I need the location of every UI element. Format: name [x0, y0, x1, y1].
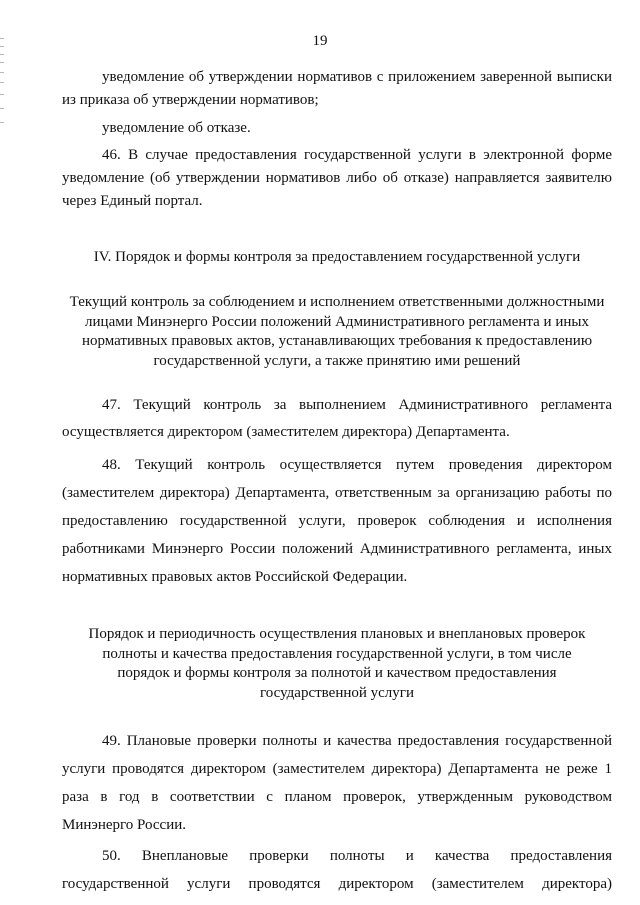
subheading-line: государственной услуги: [260, 684, 414, 701]
subheading-line: полноты и качества предоставления государственной услуги, в том числе: [102, 645, 572, 662]
paragraph-48: 48. Текущий контроль осуществляется путем проведения директором (заместителем директора) Департамента, ответственным за организацию работы по предоставлению государственной услуги, проверок соблюдения и исполнения работниками Минэнерго России положений Административного регламента, иных нормативных правовых актов Российской Федерации.: [62, 457, 612, 585]
subheading-line: нормативных правовых актов, устанавливающих требования к предоставлению: [81, 333, 593, 349]
scan-margin-marks: [0, 38, 6, 128]
page-number: 19: [312, 33, 328, 49]
paragraph-50: 50. Внеплановые проверки полноты и качества предоставления государственной услуги проводятся директором (заместителем директора): [62, 848, 612, 892]
paragraph-47: 47. Текущий контроль за выполнением Административного регламента осуществляется директором (заместителем директора) Департамента.: [62, 397, 612, 440]
section-heading-iv: IV. Порядок и формы контроля за предоставлением государственной услуги: [93, 249, 581, 265]
paragraph-notification-refusal: уведомление об отказе.: [102, 120, 251, 136]
paragraph-49: 49. Плановые проверки полноты и качества предоставления государственной услуги проводятся директором (заместителем директора) Департамента не реже 1 раза в год в соответствии с планом проверок, утвержденным руководством Минэнерго России.: [62, 733, 612, 833]
subheading-line: государственной услуги, а также принятию ими решений: [153, 352, 521, 369]
paragraph-46: 46. В случае предоставления государственной услуги в электронной форме уведомление (об утверждении нормативов либо об отказе) направляется заявителю через Единый портал.: [62, 147, 612, 209]
subheading-line: порядок и формы контроля за полнотой и качеством предоставления: [117, 665, 557, 681]
subheading-line: Порядок и периодичность осуществления плановых и внеплановых проверок: [88, 626, 586, 642]
paragraph-notification-approval: уведомление об утверждении нормативов с приложением заверенной выписки из приказа об утверждении нормативов;: [62, 69, 612, 108]
subheading-line: Текущий контроль за соблюдением и исполнением ответственными должностными: [69, 294, 605, 310]
subheading-line: лицами Минэнерго России положений Административного регламента и иных: [85, 313, 589, 330]
subheading-current-control: [62, 293, 612, 371]
subheading-checks: [62, 625, 612, 703]
document-body: [62, 66, 612, 898]
